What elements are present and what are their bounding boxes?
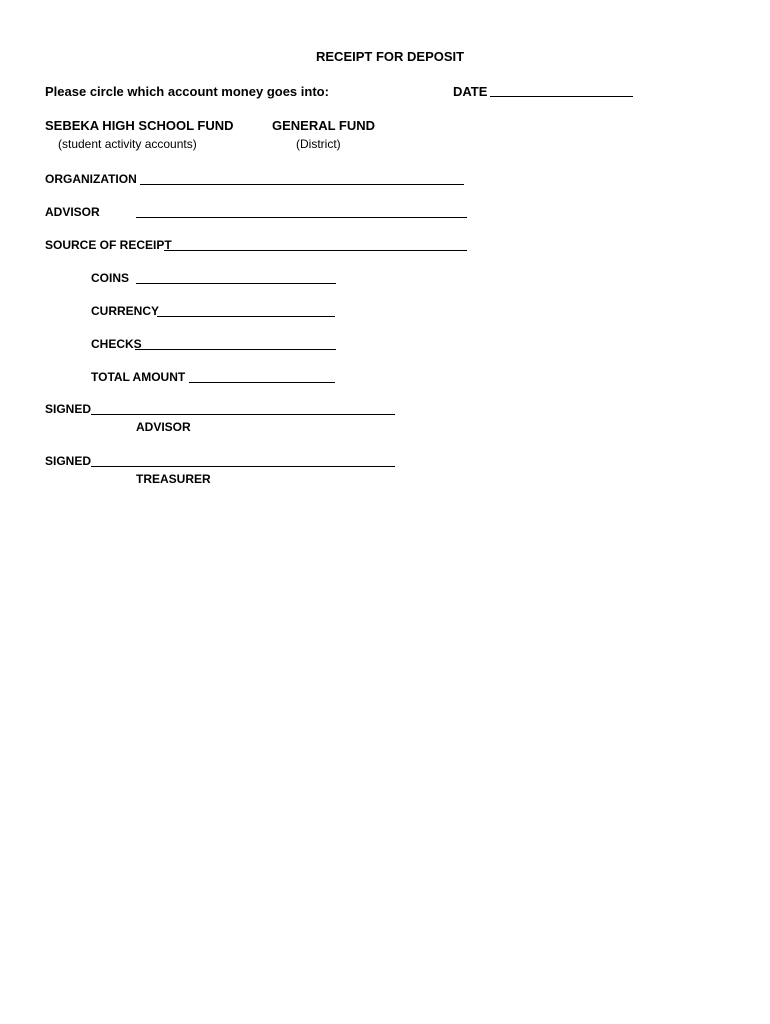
form-title: RECEIPT FOR DEPOSIT — [316, 49, 465, 64]
sebeka-fund-note: (student activity accounts) — [58, 137, 197, 151]
currency-label: CURRENCY — [91, 304, 160, 318]
date-field-line[interactable] — [490, 96, 633, 97]
date-label: DATE — [453, 84, 488, 99]
currency-field-line[interactable] — [157, 316, 335, 317]
general-fund-note: (District) — [296, 137, 341, 151]
account-instruction: Please circle which account money goes into: — [45, 84, 329, 99]
checks-field-line[interactable] — [135, 349, 336, 350]
advisor-signed-label: SIGNED — [45, 402, 92, 416]
advisor-signature-line[interactable] — [91, 414, 395, 415]
treasurer-signed-label: SIGNED — [45, 454, 92, 468]
treasurer-signature-line[interactable] — [91, 466, 395, 467]
total-amount-field-line[interactable] — [189, 382, 335, 383]
organization-field-line[interactable] — [140, 184, 464, 185]
advisor-label: ADVISOR — [45, 205, 100, 219]
checks-label: CHECKS — [91, 337, 142, 351]
sebeka-fund-option[interactable]: SEBEKA HIGH SCHOOL FUND — [45, 118, 234, 133]
source-of-receipt-label: SOURCE OF RECEIPT — [45, 238, 172, 252]
coins-label: COINS — [91, 271, 130, 285]
general-fund-option[interactable]: GENERAL FUND — [272, 118, 376, 133]
source-of-receipt-field-line[interactable] — [164, 250, 467, 251]
coins-field-line[interactable] — [136, 283, 336, 284]
advisor-signature-role: ADVISOR — [136, 420, 191, 434]
organization-label: ORGANIZATION — [45, 172, 137, 186]
treasurer-signature-role: TREASURER — [136, 472, 211, 486]
advisor-field-line[interactable] — [136, 217, 467, 218]
total-amount-label: TOTAL AMOUNT — [91, 370, 186, 384]
